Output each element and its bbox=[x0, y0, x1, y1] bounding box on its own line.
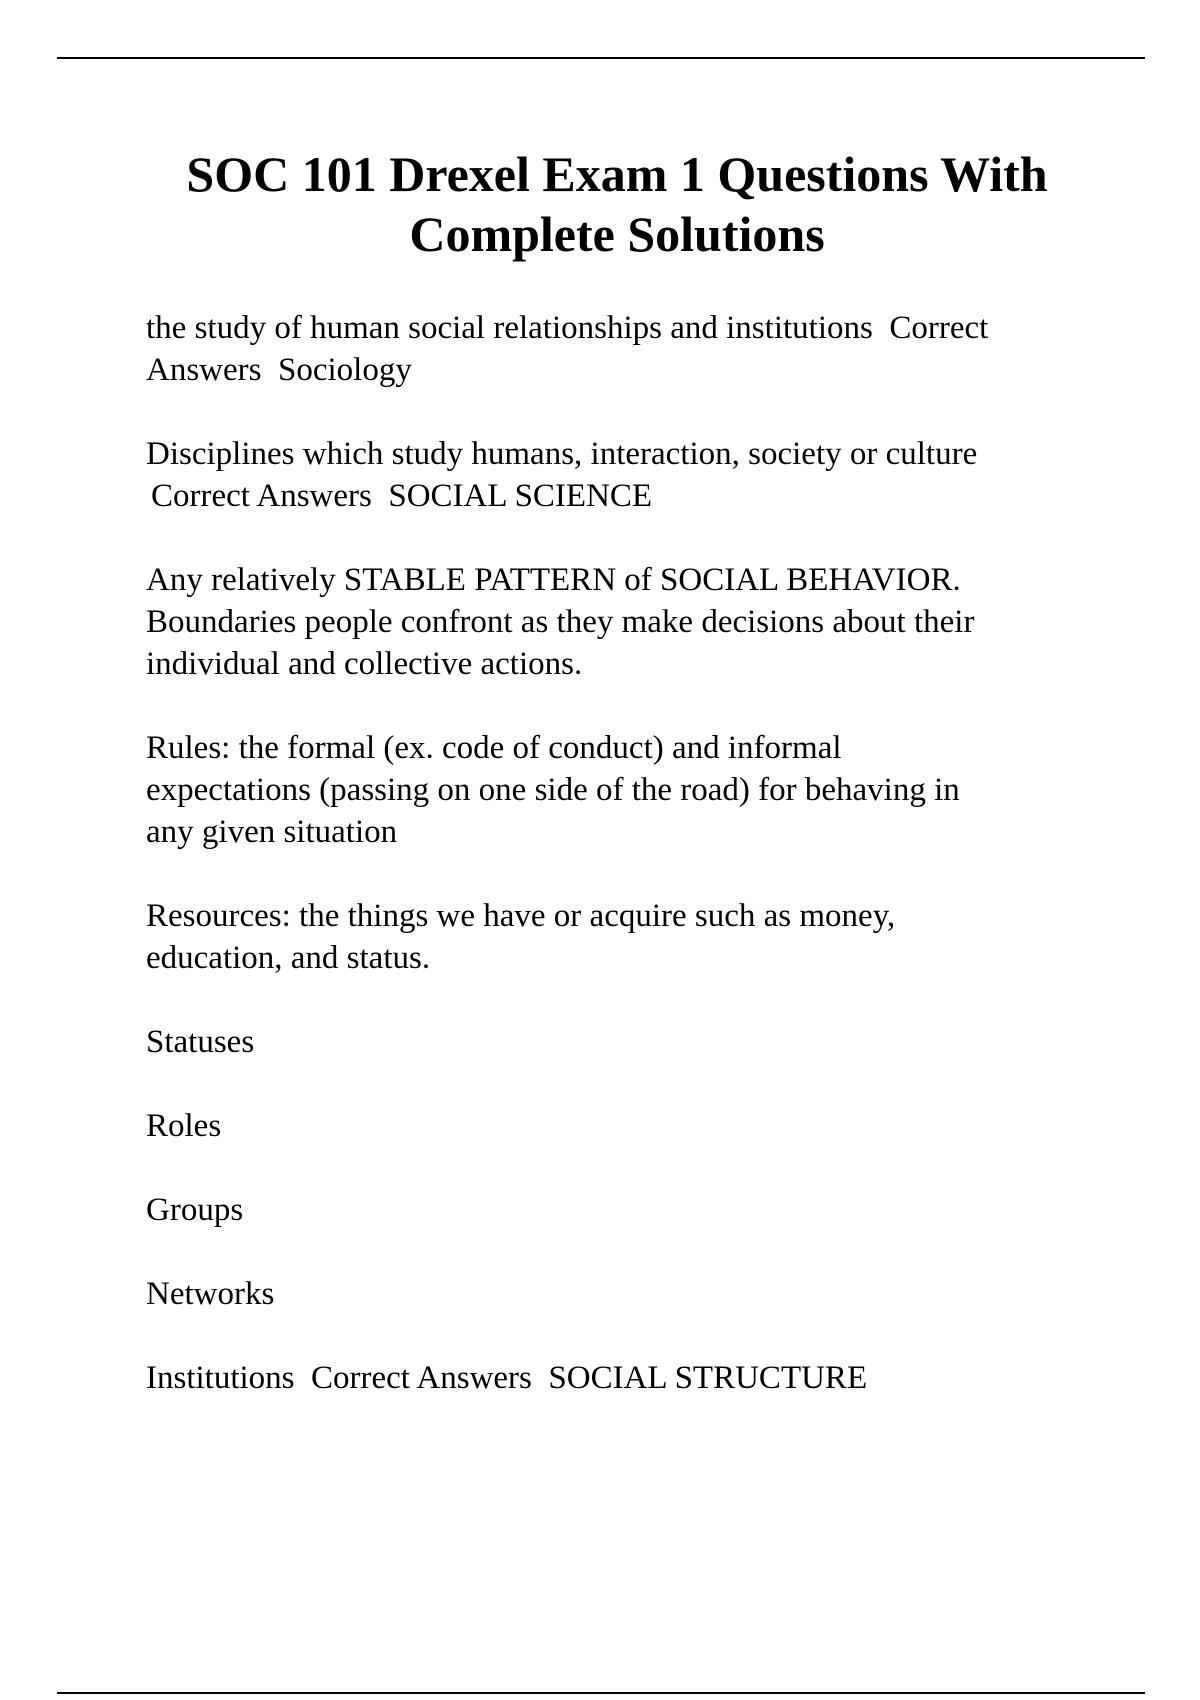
paragraph-groups bbox=[146, 1189, 1106, 1231]
paragraph-sociology bbox=[146, 307, 1106, 391]
paragraph-line: expectations (passing on one side of the road) for behaving in bbox=[146, 772, 960, 808]
paragraph-line: Disciplines which study humans, interaction, society or culture bbox=[146, 436, 978, 472]
paragraph-line: Roles bbox=[146, 1108, 222, 1144]
paragraph-line: Answers Sociology bbox=[146, 352, 412, 388]
paragraph-statuses bbox=[146, 1021, 1106, 1063]
paragraph-line: Groups bbox=[146, 1192, 244, 1228]
paragraph-social-science bbox=[146, 433, 1106, 517]
paragraph-resources bbox=[146, 895, 1106, 979]
paragraph-line: individual and collective actions. bbox=[146, 646, 583, 682]
paragraph-rules bbox=[146, 727, 1106, 853]
paragraph-line: education, and status. bbox=[146, 940, 431, 976]
title-line-2: Complete Solutions bbox=[409, 206, 825, 262]
bottom-rule bbox=[57, 1692, 1145, 1694]
paragraph-line: Statuses bbox=[146, 1024, 255, 1060]
paragraph-institutions bbox=[146, 1357, 1106, 1399]
document-body bbox=[146, 307, 1106, 1441]
paragraph-line: any given situation bbox=[146, 814, 398, 850]
paragraph-line: Boundaries people confront as they make decisions about their bbox=[146, 604, 975, 640]
paragraph-line: Correct Answers SOCIAL SCIENCE bbox=[151, 478, 653, 514]
title-line-1: SOC 101 Drexel Exam 1 Questions With bbox=[186, 146, 1048, 202]
paragraph-networks bbox=[146, 1273, 1106, 1315]
paragraph-line: the study of human social relationships and institutions Correct bbox=[146, 310, 989, 346]
paragraph-line: Networks bbox=[146, 1276, 275, 1312]
paragraph-roles bbox=[146, 1105, 1106, 1147]
paragraph-stable-pattern bbox=[146, 559, 1106, 685]
paragraph-line: Resources: the things we have or acquire such as money, bbox=[146, 898, 896, 934]
paragraph-line: Institutions Correct Answers SOCIAL STRUCTURE bbox=[146, 1360, 868, 1396]
paragraph-line: Any relatively STABLE PATTERN of SOCIAL BEHAVIOR. bbox=[146, 562, 961, 598]
top-rule bbox=[57, 57, 1145, 59]
document-title bbox=[120, 144, 1114, 264]
paragraph-line: Rules: the formal (ex. code of conduct) and informal bbox=[146, 730, 842, 766]
